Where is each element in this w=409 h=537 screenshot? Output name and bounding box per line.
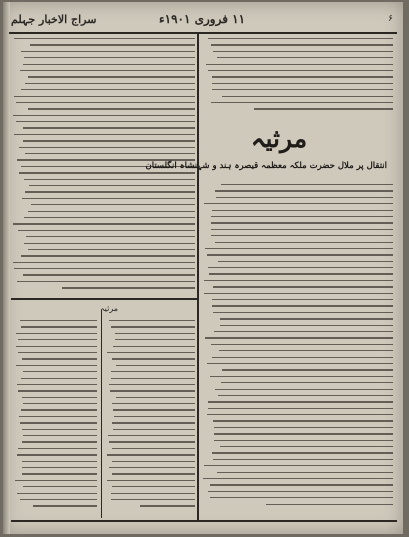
text-line bbox=[207, 363, 393, 364]
text-line bbox=[24, 179, 195, 180]
text-line bbox=[219, 350, 393, 351]
text-line bbox=[19, 416, 97, 417]
text-line bbox=[213, 286, 393, 287]
text-line bbox=[21, 51, 195, 52]
newspaper-page bbox=[3, 2, 403, 534]
text-line bbox=[22, 473, 97, 474]
text-line bbox=[107, 352, 195, 353]
text-line bbox=[213, 312, 393, 313]
poem-column-right bbox=[107, 320, 195, 516]
text-line bbox=[28, 108, 195, 109]
text-line bbox=[25, 191, 195, 192]
text-line bbox=[220, 318, 393, 319]
text-line bbox=[18, 352, 97, 353]
text-line bbox=[209, 273, 393, 274]
text-line bbox=[213, 420, 393, 421]
article-subtitle: انتقال پر ملال حضرت ملکہ معظمہ قیصرہ ہند و شہنشاہ انگلستان bbox=[145, 161, 387, 171]
text-line bbox=[109, 467, 195, 468]
text-line bbox=[111, 326, 195, 327]
text-line bbox=[218, 261, 393, 262]
section-divider-left bbox=[11, 298, 197, 300]
text-line bbox=[22, 429, 97, 430]
text-line bbox=[212, 83, 393, 84]
text-line bbox=[204, 465, 393, 466]
text-line bbox=[116, 365, 195, 366]
text-line bbox=[109, 320, 195, 321]
text-line bbox=[21, 89, 195, 90]
text-line bbox=[22, 397, 97, 398]
text-line bbox=[112, 473, 195, 474]
text-line bbox=[23, 127, 195, 128]
text-line bbox=[62, 287, 195, 288]
text-line bbox=[14, 268, 195, 269]
text-line bbox=[14, 134, 195, 135]
text-line bbox=[109, 384, 195, 385]
text-line bbox=[111, 493, 195, 494]
text-line bbox=[222, 96, 393, 97]
text-line bbox=[21, 326, 97, 327]
text-line bbox=[28, 76, 195, 77]
text-line bbox=[204, 280, 393, 281]
text-line bbox=[216, 197, 393, 198]
text-line bbox=[31, 204, 195, 205]
text-line bbox=[208, 408, 393, 409]
text-line bbox=[33, 505, 97, 506]
text-line bbox=[113, 409, 195, 410]
text-line bbox=[22, 441, 97, 442]
text-line bbox=[115, 333, 195, 334]
text-line bbox=[112, 448, 195, 449]
text-line bbox=[205, 248, 393, 249]
text-line bbox=[21, 409, 97, 410]
text-line bbox=[30, 44, 195, 45]
publication-name: سراج الاخبار جہلم bbox=[11, 13, 97, 26]
text-line bbox=[107, 454, 195, 455]
text-line bbox=[111, 499, 195, 500]
text-line bbox=[20, 422, 97, 423]
text-line bbox=[208, 267, 393, 268]
text-line bbox=[24, 243, 195, 244]
text-line bbox=[212, 89, 393, 90]
text-line bbox=[212, 210, 393, 211]
text-line bbox=[115, 339, 195, 340]
text-line bbox=[111, 378, 195, 379]
text-line bbox=[22, 461, 97, 462]
text-line bbox=[212, 452, 393, 453]
text-line bbox=[212, 305, 393, 306]
text-line bbox=[16, 365, 97, 366]
text-line bbox=[20, 320, 97, 321]
text-line bbox=[214, 440, 393, 441]
text-line bbox=[112, 358, 195, 359]
column-divider-poem bbox=[101, 310, 102, 518]
text-line bbox=[215, 389, 393, 390]
text-line bbox=[211, 44, 393, 45]
text-line bbox=[18, 390, 97, 391]
text-line bbox=[23, 140, 195, 141]
text-line bbox=[21, 255, 195, 256]
right-column-body-text bbox=[203, 184, 393, 516]
text-line bbox=[108, 435, 195, 436]
right-column-intro-text bbox=[203, 38, 393, 118]
text-line bbox=[208, 38, 393, 39]
text-line bbox=[217, 472, 393, 473]
text-line bbox=[18, 230, 195, 231]
text-line bbox=[110, 390, 195, 391]
text-line bbox=[207, 254, 393, 255]
page-header bbox=[9, 10, 397, 34]
text-line bbox=[211, 235, 393, 236]
text-line bbox=[206, 64, 393, 65]
text-line bbox=[21, 378, 97, 379]
text-line bbox=[16, 102, 195, 103]
text-line bbox=[203, 478, 393, 479]
text-line bbox=[20, 70, 195, 71]
text-line bbox=[212, 299, 393, 300]
text-line bbox=[13, 115, 195, 116]
text-line bbox=[109, 441, 195, 442]
text-line bbox=[220, 446, 393, 447]
text-line bbox=[112, 486, 195, 487]
text-line bbox=[214, 433, 393, 434]
text-line bbox=[24, 57, 195, 58]
text-line bbox=[217, 57, 393, 58]
text-line bbox=[29, 185, 195, 186]
text-line bbox=[211, 344, 393, 345]
text-line bbox=[25, 153, 195, 154]
text-line bbox=[13, 262, 195, 263]
text-line bbox=[16, 121, 195, 122]
text-line bbox=[112, 403, 195, 404]
poem-title: مرثیہ bbox=[99, 304, 119, 313]
text-line bbox=[221, 382, 393, 383]
text-line bbox=[215, 190, 393, 191]
page-edge-shadow bbox=[3, 2, 10, 534]
text-line bbox=[212, 357, 393, 358]
text-line bbox=[28, 249, 195, 250]
text-line bbox=[19, 172, 195, 173]
text-line bbox=[23, 64, 195, 65]
text-line bbox=[113, 346, 195, 347]
text-line bbox=[18, 448, 97, 449]
text-line bbox=[215, 242, 393, 243]
text-line bbox=[214, 331, 393, 332]
text-line bbox=[22, 467, 97, 468]
issue-date: ۱۱ فروری ۱۹۰۱ء bbox=[159, 12, 246, 26]
poem-column-left bbox=[15, 320, 97, 516]
text-line bbox=[22, 198, 195, 199]
page-bottom-rule bbox=[11, 520, 397, 522]
text-line bbox=[210, 376, 393, 377]
text-line bbox=[114, 416, 195, 417]
text-line bbox=[26, 236, 195, 237]
text-line bbox=[221, 184, 393, 185]
text-line bbox=[214, 427, 393, 428]
text-line bbox=[17, 384, 97, 385]
text-line bbox=[211, 216, 393, 217]
text-line bbox=[112, 422, 195, 423]
text-line bbox=[23, 486, 97, 487]
text-line bbox=[16, 346, 97, 347]
text-line bbox=[14, 96, 195, 97]
text-line bbox=[222, 369, 393, 370]
text-line bbox=[211, 229, 393, 230]
text-line bbox=[211, 102, 393, 103]
text-line bbox=[23, 371, 97, 372]
text-line bbox=[14, 38, 195, 39]
text-line bbox=[111, 371, 195, 372]
text-line bbox=[210, 497, 393, 498]
page-number: ۶ bbox=[388, 14, 393, 24]
text-line bbox=[213, 51, 393, 52]
text-line bbox=[213, 459, 393, 460]
text-line bbox=[207, 414, 393, 415]
text-line bbox=[210, 484, 393, 485]
text-line bbox=[116, 397, 195, 398]
text-line bbox=[112, 461, 195, 462]
text-line bbox=[22, 358, 97, 359]
text-line bbox=[204, 203, 393, 204]
text-line bbox=[208, 401, 393, 402]
text-line bbox=[25, 83, 195, 84]
text-line bbox=[16, 333, 97, 334]
text-line bbox=[254, 108, 393, 109]
text-line bbox=[23, 274, 195, 275]
column-divider-main bbox=[197, 34, 199, 520]
text-line bbox=[208, 70, 393, 71]
text-line bbox=[220, 325, 393, 326]
text-line bbox=[18, 339, 97, 340]
text-line bbox=[13, 223, 195, 224]
text-line bbox=[211, 222, 393, 223]
text-line bbox=[23, 403, 97, 404]
text-line bbox=[205, 337, 393, 338]
text-line bbox=[208, 491, 393, 492]
text-line bbox=[218, 395, 393, 396]
text-line bbox=[19, 147, 195, 148]
text-line bbox=[17, 493, 97, 494]
text-line bbox=[17, 454, 97, 455]
text-line bbox=[107, 480, 195, 481]
text-line bbox=[20, 499, 97, 500]
text-line bbox=[140, 505, 195, 506]
text-line bbox=[113, 429, 195, 430]
text-line bbox=[204, 293, 393, 294]
text-line bbox=[266, 504, 393, 505]
text-line bbox=[212, 76, 393, 77]
text-line bbox=[23, 435, 97, 436]
text-line bbox=[24, 217, 195, 218]
text-line bbox=[15, 480, 97, 481]
text-line bbox=[17, 281, 195, 282]
article-title: مرثیہ bbox=[250, 124, 308, 153]
text-line bbox=[28, 211, 195, 212]
